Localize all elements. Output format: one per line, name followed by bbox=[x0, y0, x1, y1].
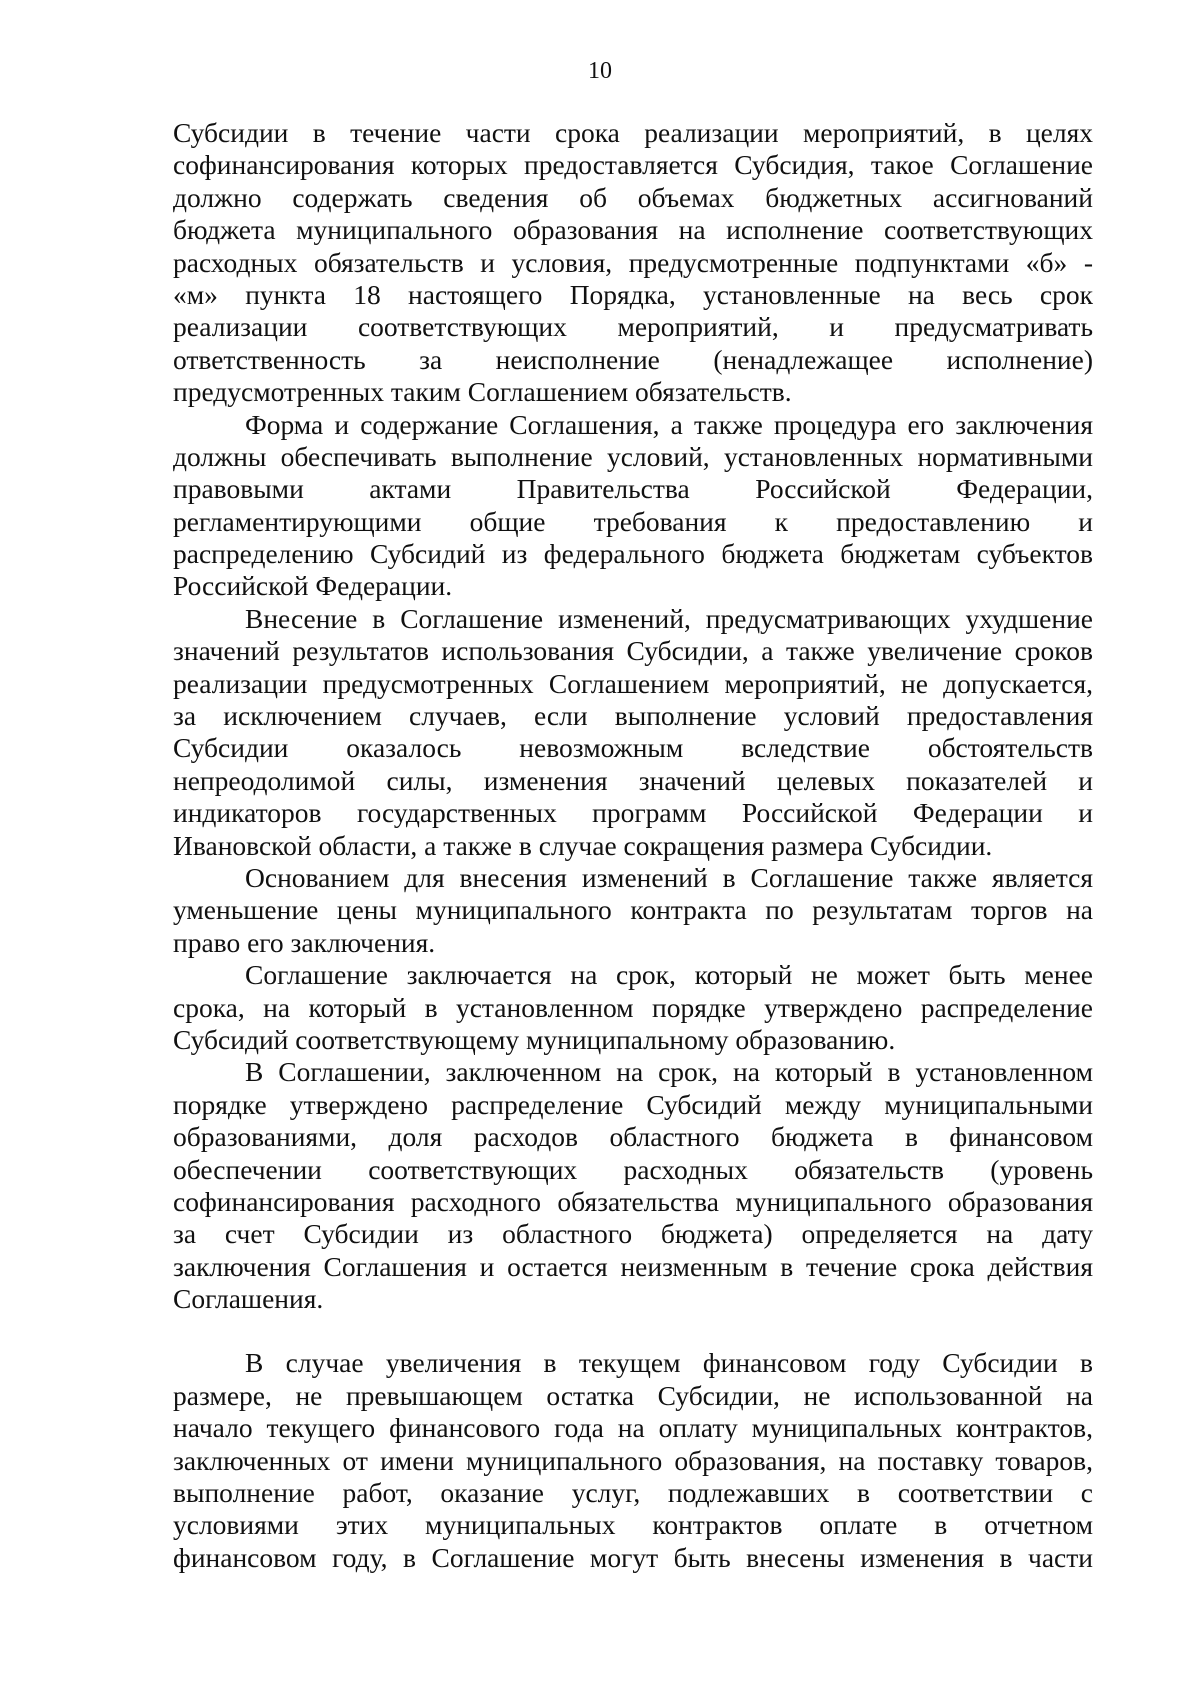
text-line: условиями этих муниципальных контрактов оплате в отчетном bbox=[173, 1509, 1093, 1541]
text-line: реализации соответствующих мероприятий, и предусматривать bbox=[173, 311, 1093, 343]
page-number: 10 bbox=[588, 58, 612, 84]
text-line: Основанием для внесения изменений в Соглашение также является bbox=[245, 861, 1093, 893]
text-line: распределению Субсидий из федерального бюджета бюджетам субъектов bbox=[173, 538, 1093, 570]
text-line: размере, не превышающем остатка Субсидии, не использованной на bbox=[173, 1379, 1093, 1411]
text-line: Соглашения. bbox=[173, 1283, 324, 1315]
text-line: Форма и содержание Соглашения, а также процедура его заключения bbox=[245, 408, 1093, 440]
text-line: обеспечении соответствующих расходных обязательств (уровень bbox=[173, 1153, 1093, 1185]
text-line: за счет Субсидии из областного бюджета) определяется на дату bbox=[173, 1218, 1093, 1250]
paragraph bbox=[173, 117, 1093, 409]
paragraph bbox=[173, 1347, 1093, 1574]
text-line: выполнение работ, оказание услуг, подлежавших в соответствии с bbox=[173, 1477, 1093, 1509]
text-line: образованиями, доля расходов областного бюджета в финансовом bbox=[173, 1121, 1093, 1153]
text-line: расходных обязательств и условия, предусмотренные подпунктами «б» - bbox=[173, 246, 1093, 278]
text-line: уменьшение цены муниципального контракта по результатам торгов на bbox=[173, 894, 1093, 926]
paragraph bbox=[173, 1056, 1093, 1315]
text-line: Соглашение заключается на срок, который не может быть менее bbox=[245, 959, 1093, 991]
text-line: «м» пункта 18 настоящего Порядка, установленные на весь срок bbox=[173, 278, 1093, 310]
text-line: Российской Федерации. bbox=[173, 570, 453, 602]
text-line: Субсидии в течение части срока реализации мероприятий, в целях bbox=[173, 117, 1093, 148]
paragraph bbox=[173, 603, 1093, 862]
text-line: за исключением случаев, если выполнение условий предоставления bbox=[173, 700, 1093, 732]
text-line: значений результатов использования Субсидии, а также увеличение сроков bbox=[173, 635, 1093, 667]
text-line: начало текущего финансового года на оплату муниципальных контрактов, bbox=[173, 1412, 1093, 1444]
paragraph bbox=[173, 959, 1093, 1056]
text-line: софинансирования которых предоставляется Субсидия, такое Соглашение bbox=[173, 149, 1093, 181]
text-line: В Соглашении, заключенном на срок, на который в установленном bbox=[245, 1056, 1093, 1088]
text-line: правовыми актами Правительства Российской Федерации, bbox=[173, 473, 1093, 505]
text-line: софинансирования расходного обязательства муниципального образования bbox=[173, 1185, 1093, 1217]
text-line: право его заключения. bbox=[173, 926, 436, 958]
text-line: регламентирующими общие требования к предоставлению и bbox=[173, 505, 1093, 537]
text-line: Внесение в Соглашение изменений, предусматривающих ухудшение bbox=[245, 602, 1093, 634]
text-line: должны обеспечивать выполнение условий, установленных нормативными bbox=[173, 440, 1093, 472]
text-line: заключенных от имени муниципального образования, на поставку товаров, bbox=[173, 1444, 1093, 1476]
text-line: срока, на который в установленном порядке утверждено распределение bbox=[173, 991, 1093, 1023]
text-line: непреодолимой силы, изменения значений целевых показателей и bbox=[173, 764, 1093, 796]
text-line: должно содержать сведения об объемах бюджетных ассигнований bbox=[173, 181, 1093, 213]
text-line: порядке утверждено распределение Субсидий между муниципальными bbox=[173, 1088, 1093, 1120]
paragraph-gap bbox=[173, 1315, 1093, 1347]
text-line: Ивановской области, а также в случае сокращения размера Субсидии. bbox=[173, 829, 993, 861]
text-line: индикаторов государственных программ Российской Федерации и bbox=[173, 797, 1093, 829]
text-line: финансовом году, в Соглашение могут быть внесены изменения в части bbox=[173, 1541, 1093, 1573]
text-line: бюджета муниципального образования на исполнение соответствующих bbox=[173, 214, 1093, 246]
paragraph bbox=[173, 409, 1093, 603]
paragraph bbox=[173, 862, 1093, 959]
document-body bbox=[173, 117, 1093, 1574]
text-line: Субсидии оказалось невозможным вследствие обстоятельств bbox=[173, 732, 1093, 764]
text-line: реализации предусмотренных Соглашением мероприятий, не допускается, bbox=[173, 667, 1093, 699]
text-line: Субсидий соответствующему муниципальному образованию. bbox=[173, 1023, 896, 1055]
text-line: ответственность за неисполнение (ненадлежащее исполнение) bbox=[173, 343, 1093, 375]
text-line: В случае увеличения в текущем финансовом году Субсидии в bbox=[245, 1347, 1093, 1379]
text-line: заключения Соглашения и остается неизменным в течение срока действия bbox=[173, 1250, 1093, 1282]
text-line: предусмотренных таким Соглашением обязательств. bbox=[173, 376, 792, 408]
